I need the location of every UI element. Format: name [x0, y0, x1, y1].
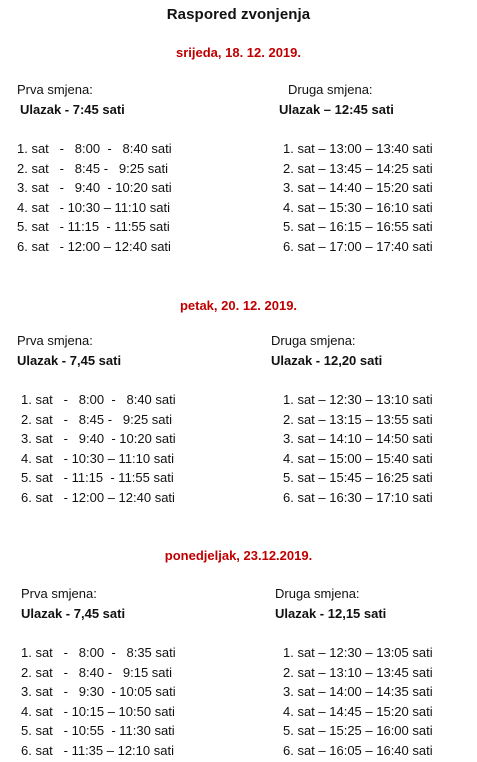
period-row: 3. sat – 14:40 – 15:20 sati [283, 180, 433, 195]
period-row: 2. sat - 8:45 - 9:25 sati [21, 411, 173, 427]
period-list [17, 390, 176, 507]
period-list [271, 390, 433, 507]
entry-time: Ulazak - 12,15 sati [275, 606, 387, 621]
period-row: 4. sat - 10:15 – 10:50 sati [21, 703, 175, 719]
period-row: 4. sat - 10:30 – 11:10 sati [21, 450, 174, 466]
period-row: 6. sat - 12:00 – 12:40 sati [21, 489, 175, 505]
entry-time: Ulazak - 12,20 sati [271, 353, 383, 368]
period-row: 3. sat - 9:40 - 10:20 sati [21, 431, 176, 446]
period-row: 1. sat - 8:00 - 8:35 sati [21, 645, 176, 660]
period-row: 6. sat – 16:05 – 16:40 sati [283, 742, 433, 758]
first-shift [17, 80, 172, 256]
period-row: 1. sat – 12:30 – 13:05 sati [283, 645, 433, 660]
entry-time: Ulazak - 7,45 sati [21, 606, 126, 621]
period-row: 1. sat – 12:30 – 13:10 sati [283, 392, 433, 407]
entry-time: Ulazak - 7:45 sati [20, 102, 125, 117]
period-list [17, 139, 172, 256]
page-title: Raspored zvonjenja [166, 6, 311, 23]
entry-time: Ulazak - 7,45 sati [17, 353, 122, 368]
period-row: 2. sat – 13:15 – 13:55 sati [283, 411, 433, 427]
period-row: 6. sat – 17:00 – 17:40 sati [283, 238, 433, 254]
period-row: 3. sat - 9:30 - 10:05 sati [21, 684, 176, 699]
period-row: 5. sat - 11:15 - 11:55 sati [17, 219, 170, 234]
period-row: 3. sat – 14:10 – 14:50 sati [283, 431, 433, 446]
period-row: 1. sat - 8:00 - 8:40 sati [17, 141, 172, 156]
period-row: 6. sat – 16:30 – 17:10 sati [283, 489, 433, 505]
day-date: ponedjeljak, 23.12.2019. [164, 548, 313, 563]
period-row: 5. sat – 16:15 – 16:55 sati [283, 219, 433, 234]
entry-time: Ulazak – 12:45 sati [279, 102, 394, 117]
period-row: 5. sat – 15:25 – 16:00 sati [283, 723, 433, 738]
period-row: 1. sat – 13:00 – 13:40 sati [283, 141, 433, 156]
shift-label: Druga smjena: [288, 82, 373, 97]
second-shift [275, 584, 433, 760]
shift-label: Prva smjena: [17, 82, 93, 97]
day-date: srijeda, 18. 12. 2019. [175, 45, 302, 60]
period-row: 2. sat – 13:10 – 13:45 sati [283, 664, 433, 680]
period-list [279, 139, 433, 256]
period-row: 5. sat - 10:55 - 11:30 sati [21, 723, 175, 738]
first-shift [21, 584, 176, 760]
period-row: 2. sat - 8:45 - 9:25 sati [17, 160, 169, 176]
shift-label: Druga smjena: [275, 586, 360, 601]
day-date: petak, 20. 12. 2019. [179, 298, 298, 313]
period-row: 2. sat – 13:45 – 14:25 sati [283, 160, 433, 176]
second-shift [279, 80, 433, 256]
shift-label: Druga smjena: [271, 333, 356, 348]
period-row: 4. sat - 10:30 – 11:10 sati [17, 199, 170, 215]
period-row: 4. sat – 14:45 – 15:20 sati [283, 703, 433, 719]
period-row: 2. sat - 8:40 - 9:15 sati [21, 664, 173, 680]
period-row: 5. sat - 11:15 - 11:55 sati [21, 470, 174, 485]
second-shift [271, 331, 433, 507]
period-row: 1. sat - 8:00 - 8:40 sati [21, 392, 176, 407]
first-shift [17, 331, 176, 507]
period-row: 6. sat - 11:35 – 12:10 sati [21, 742, 174, 758]
period-row: 4. sat – 15:00 – 15:40 sati [283, 450, 433, 466]
shift-label: Prva smjena: [21, 586, 97, 601]
period-row: 3. sat - 9:40 - 10:20 sati [17, 180, 172, 195]
period-row: 4. sat – 15:30 – 16:10 sati [283, 199, 433, 215]
period-row: 3. sat – 14:00 – 14:35 sati [283, 684, 433, 699]
period-list [275, 643, 433, 760]
period-list [21, 643, 176, 760]
shift-label: Prva smjena: [17, 333, 93, 348]
period-row: 5. sat – 15:45 – 16:25 sati [283, 470, 433, 485]
period-row: 6. sat - 12:00 – 12:40 sati [17, 238, 171, 254]
